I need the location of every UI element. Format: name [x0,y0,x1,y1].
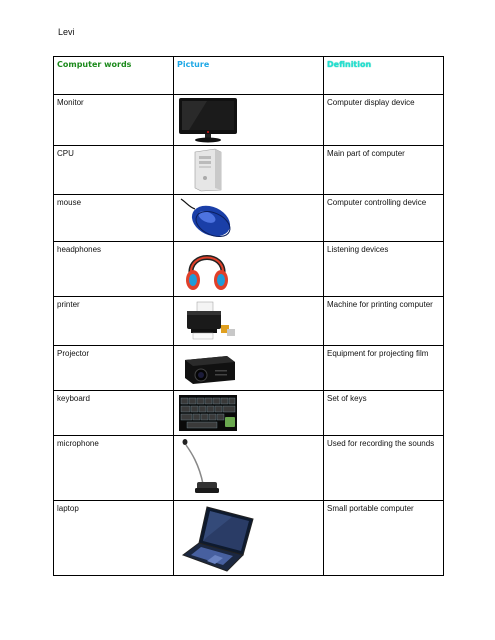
picture-cell [174,95,324,146]
keyboard-icon [177,393,239,433]
picture-cell [174,297,324,346]
vocabulary-table [53,56,444,576]
definition-cell: Computer display device [324,95,444,146]
mouse-icon [177,197,239,239]
word-cell: CPU [54,146,174,195]
table-row [54,501,444,576]
word-cell: microphone [54,436,174,501]
table-row [54,436,444,501]
picture-cell [174,195,324,242]
header-computer-words: Computer words [54,57,174,95]
projector-icon [177,348,239,388]
picture-cell [174,146,324,195]
picture-cell [174,242,324,297]
definition-cell: Machine for printing computer [324,297,444,346]
word-cell: keyboard [54,391,174,436]
cpu-tower-icon [177,148,239,192]
microphone-icon [177,438,239,498]
table-row [54,195,444,242]
word-cell: Monitor [54,95,174,146]
printer-icon [177,299,239,343]
table-row [54,297,444,346]
picture-cell [174,501,324,576]
table-row [54,346,444,391]
monitor-icon [177,97,239,143]
author-name: Levi [58,27,75,37]
word-cell: printer [54,297,174,346]
header-definition: Definition [324,57,444,95]
picture-cell [174,346,324,391]
definition-cell: Used for recording the sounds [324,436,444,501]
word-cell: laptop [54,501,174,576]
word-cell: mouse [54,195,174,242]
laptop-icon [177,503,257,573]
table-header-row [54,57,444,95]
picture-cell [174,436,324,501]
table-row [54,242,444,297]
definition-cell: Equipment for projecting film [324,346,444,391]
word-cell: Projector [54,346,174,391]
table-row [54,391,444,436]
table-row [54,146,444,195]
definition-cell: Main part of computer [324,146,444,195]
picture-cell [174,391,324,436]
headphones-icon [177,244,239,294]
definition-cell: Set of keys [324,391,444,436]
word-cell: headphones [54,242,174,297]
definition-cell: Listening devices [324,242,444,297]
table-row [54,95,444,146]
header-picture: Picture [174,57,324,95]
definition-cell: Small portable computer [324,501,444,576]
definition-cell: Computer controlling device [324,195,444,242]
